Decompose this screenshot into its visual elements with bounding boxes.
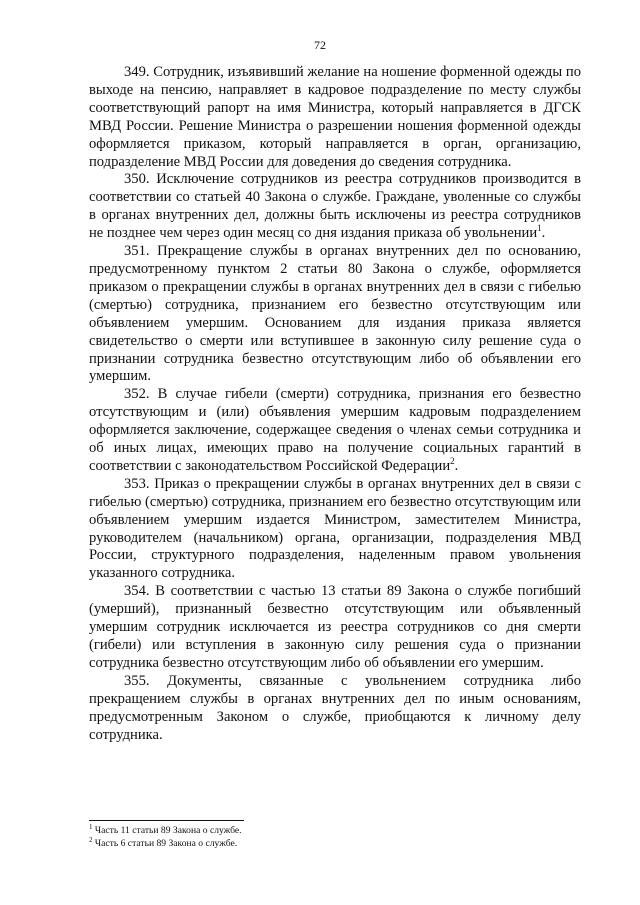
paragraph-text: Исключение сотрудников из реестра сотрудников производится в соответствии со статьей 40 Закона о службе. Граждане, уволенные со службы в органах внутренних дел, должны быть исключены из реестра сотрудников не позднее чем через один месяц со дня издания приказа об увольнении xyxy=(89,171,581,242)
footnote-text: Часть 11 статьи 89 Закона о службе. xyxy=(92,825,242,836)
footnotes xyxy=(89,824,581,850)
paragraph-349 xyxy=(89,64,581,171)
paragraph-352: 352. В случае гибели (смерти) сотрудника, признания его безвестно отсутствующим и (или) объявления умершим кадровым подразделением оформляется заключение, содержащее сведения о членах семьи сотрудника и об иных лицах, имеющих право на получение социальных гарантий в соответствии с законодательством Российской Федерации$^2$. xyxy=(89,386,581,474)
document-body xyxy=(89,64,581,744)
footnote-2 xyxy=(89,837,581,850)
footnote-separator xyxy=(89,820,244,821)
footnote-mark: 2 xyxy=(89,835,93,844)
footnote-mark: 1 xyxy=(89,822,93,831)
footnote-reference: 2 xyxy=(450,456,455,467)
paragraph-354 xyxy=(89,583,581,673)
paragraph-number: 351. xyxy=(124,243,150,260)
paragraph-355 xyxy=(89,673,581,745)
paragraph-text: Документы, связанные с увольнением сотрудника либо прекращением службы в органах внутренних дел по иным основаниям, предусмотренным Законом о службе, приобщаются к личному делу сотрудника. xyxy=(89,672,581,743)
paragraph-350: 350. Исключение сотрудников из реестра сотрудников производится в соответствии со статьей 40 Закона о службе. Граждане, уволенные со службы в органах внутренних дел, должны быть исключены из реестра сотрудников не позднее чем через один месяц со дня издания приказа об увольнении$^1$. xyxy=(89,171,581,242)
page-number: 72 xyxy=(314,38,326,52)
paragraph-number: 349. xyxy=(124,64,150,80)
paragraph-number: 352. xyxy=(124,386,150,403)
paragraph-text: В соответствии с частью 13 статьи 89 Закона о службе погибший (умерший), признанный безвестно отсутствующим или объявленный умершим сотрудник исключается из реестра сотрудников со дня смерти (гибели) или вступления в законную силу решения суда о признании сотрудника безвестно отсутствующим либо об объявлении его умершим. xyxy=(89,583,581,671)
paragraph-353 xyxy=(89,476,581,583)
paragraph-text: Приказ о прекращении службы в органах внутренних дел в связи с гибелью (смертью) сотрудника, признанием его безвестно отсутствующим или объявлением умершим издается Министром, заместителем Министра, руководителем (начальником) органа, организации, подразделения МВД России, структурного подразделения, наделенным правом увольнения указанного сотрудника. xyxy=(89,475,581,582)
paragraph-text: В случае гибели (смерти) сотрудника, признания его безвестно отсутствующим и (или) объявления умершим кадровым подразделением оформляется заключение, содержащее сведения о членах семьи сотрудника и об иных лицах, имеющих право на получение социальных гарантий в соответствии с законодательством Российской Федерации xyxy=(89,386,581,474)
paragraph-text: Сотрудник, изъявивший желание на ношение форменной одежды по выходе на пенсию, направляет в кадровое подразделение по месту службы соответствующий рапорт на имя Министра, который направляется в ДГСК МВД России. Решение Министра о разрешении ношения форменной одежды оформляется приказом, который направляется в орган, организацию, подразделение МВД России для доведения до сведения сотрудника. xyxy=(89,64,581,170)
paragraph-number: 350. xyxy=(124,171,150,188)
paragraph-text: Прекращение службы в органах внутренних дел по основанию, предусмотренному пунктом 2 статьи 80 Закона о службе, оформляется приказом о прекращении службы в органах внутренних дел в связи с гибелью (смертью) сотрудника, признанием его безвестно отсутствующим или объявлением умершим. Основанием для издания приказа является свидетельство о смерти или вступившее в законную силу решение суда о признании сотрудника безвестно отсутствующим либо об объявлении его умершим. xyxy=(89,243,581,385)
paragraph-351 xyxy=(89,243,581,386)
footnote-1 xyxy=(89,824,581,837)
footnote-reference: 1 xyxy=(537,223,542,234)
footnote-text: Часть 6 статьи 89 Закона о службе. xyxy=(92,838,238,849)
paragraph-number: 354. xyxy=(124,583,150,600)
paragraph-number: 353. xyxy=(124,475,150,492)
paragraph-number: 355. xyxy=(124,672,150,689)
